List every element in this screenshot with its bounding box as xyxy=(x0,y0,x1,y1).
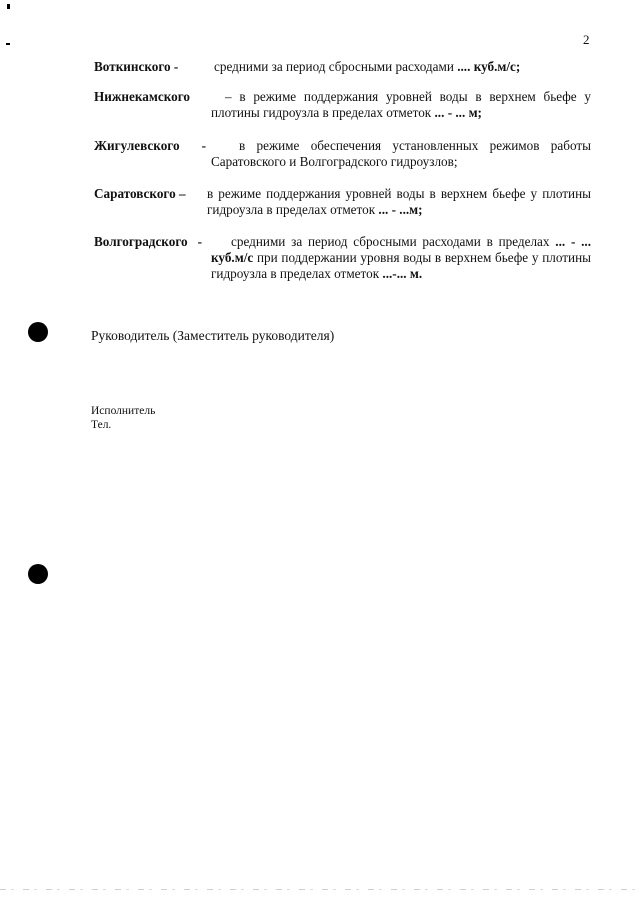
scan-speck xyxy=(7,4,10,9)
page-number: 2 xyxy=(583,32,590,47)
scan-noise-line xyxy=(0,889,640,890)
entry-text: средними за период сбросными расходами в пределах ... - ... куб.м/с при поддержании уровня воды в верхнем бьефе у плотины гидроузла в пределах отметок ...-... м. xyxy=(211,234,592,281)
entry-name: Воткинского - xyxy=(94,59,179,74)
entry-name: Нижнекамского xyxy=(94,89,190,104)
punch-hole-mark xyxy=(28,564,48,584)
entry-text: в режиме поддержания уровней воды в верхнем бьефе у плотины гидроузла в пределах отметок ... - ...м; xyxy=(207,186,591,217)
entry-name: Волгоградского - xyxy=(94,234,202,249)
entry-text: в режиме обеспечения установленных режимов работы Саратовского и Волгоградского гидроузлов; xyxy=(211,138,591,169)
executor-block xyxy=(91,404,155,432)
entry-name: Саратовского – xyxy=(94,186,186,201)
entry-text: – в режиме поддержания уровней воды в верхнем бьефе у плотины гидроузла в пределах отметок ... - ... м; xyxy=(211,89,592,120)
punch-hole-mark xyxy=(28,322,48,342)
scan-speck xyxy=(6,43,10,45)
entry-text: средними за период сбросными расходами .... куб.м/с; xyxy=(214,59,521,74)
entry-name: Жигулевского - xyxy=(94,138,206,153)
signatory-title: Руководитель (Заместитель руководителя) xyxy=(91,328,335,343)
phone-label: Тел. xyxy=(91,419,112,431)
executor-label: Исполнитель xyxy=(91,405,156,417)
